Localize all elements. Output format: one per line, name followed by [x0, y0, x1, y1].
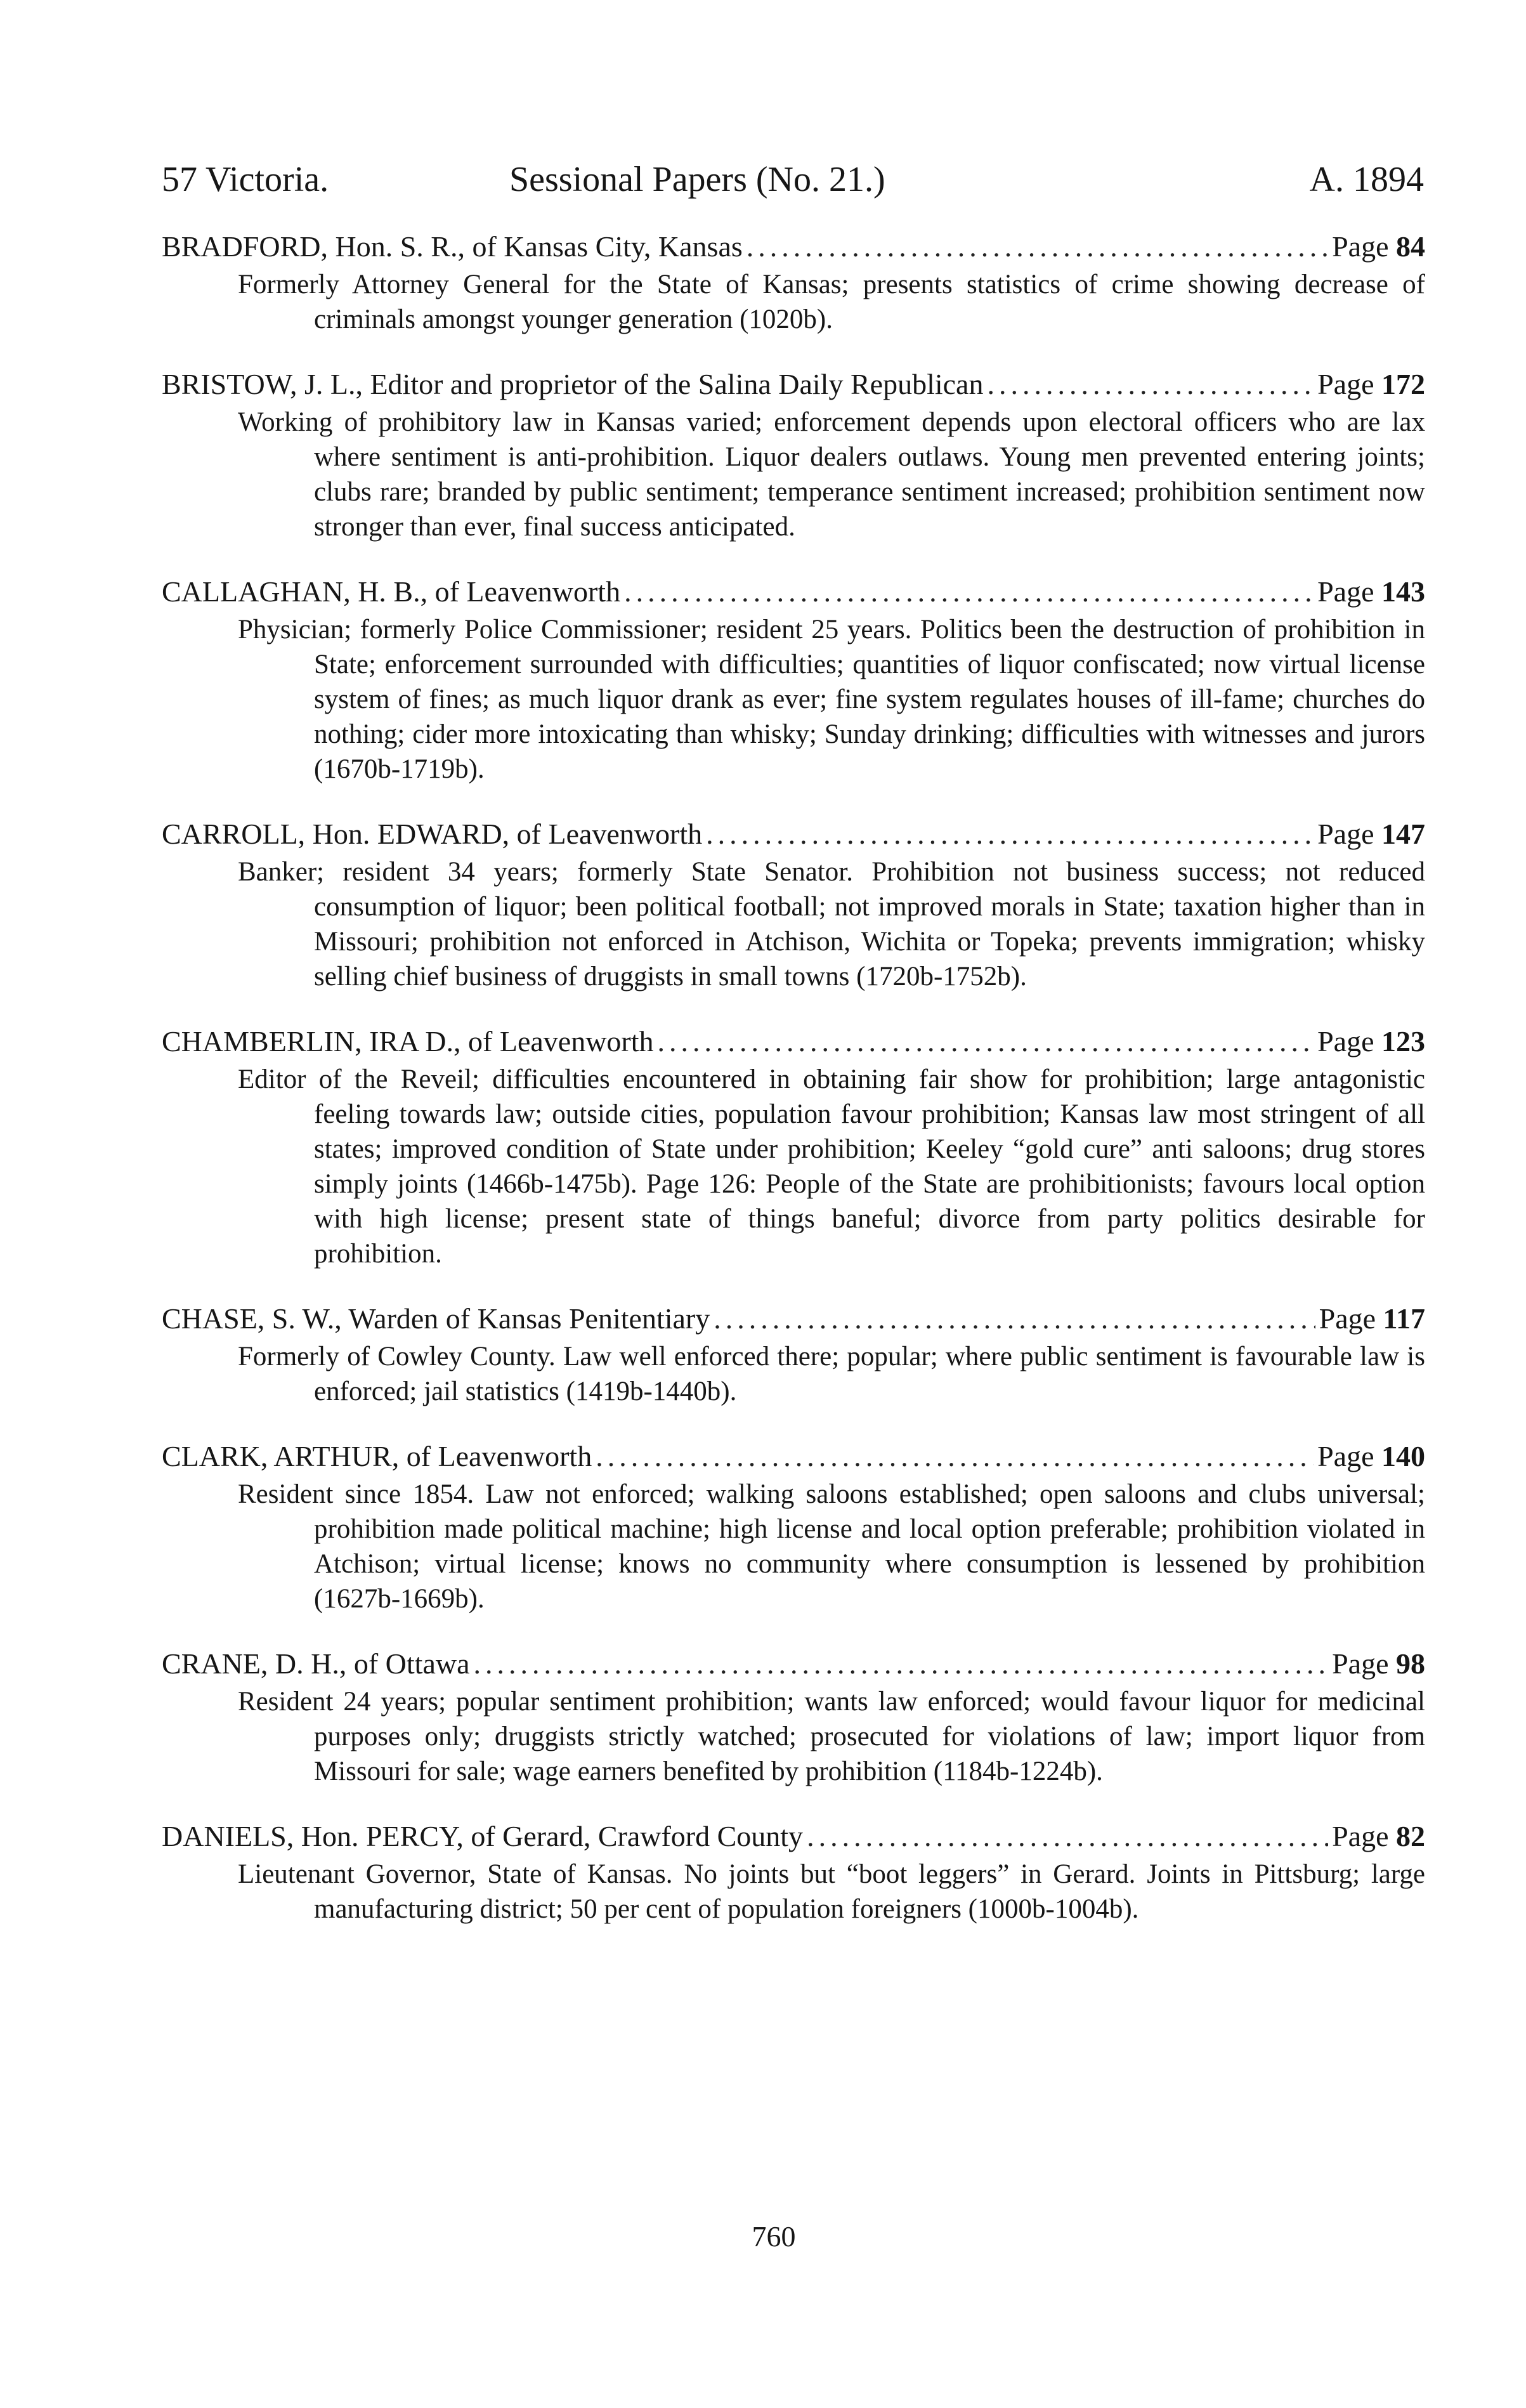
running-header [162, 154, 1424, 205]
page-number: 82 [1396, 1820, 1425, 1852]
page-label: Page [1317, 575, 1374, 608]
entry-heading [162, 1818, 1425, 1855]
leader-dots [987, 366, 1314, 403]
entry-description: Formerly Attorney General for the State of Kansas; presents statistics of crime showing decrease of criminals amongst younger generation (1020b). [238, 270, 1425, 334]
page-label: Page [1332, 1820, 1389, 1852]
leader-dots [706, 816, 1314, 853]
entry-description: Banker; resident 34 years; formerly State Senator. Prohibition not business success; not reduced consumption of liquor; been political football; not improved morals in State; taxation higher than in Missouri; prohibition not enforced in Atchison, Wichita or Topeka; prevents immigration; whisky selling chief business of druggists in small towns (1720b-1752b). [238, 857, 1425, 991]
index-entry [162, 1300, 1425, 1409]
page-number: 143 [1381, 575, 1425, 608]
page-reference [1332, 1646, 1425, 1682]
entry-heading [162, 573, 1425, 610]
index-entry [162, 1438, 1425, 1616]
leader-dots [658, 1023, 1314, 1060]
entry-name: CARROLL, Hon. EDWARD, of Leavenworth [162, 818, 703, 850]
header-year: A. 1894 [1309, 160, 1424, 199]
entry-description: Resident 24 years; popular sentiment prohibition; wants law enforced; would favour liquor for medicinal purposes only; druggists strictly watched; prosecuted for violations of law; import liquor from Missouri for sale; wage earners benefited by prohibition (1184b-1224b). [238, 1687, 1425, 1786]
page-reference [1332, 228, 1425, 265]
index-entry [162, 1646, 1425, 1789]
entry-name: CLARK, ARTHUR, of Leavenworth [162, 1440, 592, 1472]
entry-description: Resident since 1854. Law not enforced; walking saloons established; open saloons and clubs universal; prohibition made political machine; high license and local option preferable; prohibition violated in Atchison; virtual license; knows no community where consumption is lessened by prohibition (1627b-1669b). [238, 1479, 1425, 1614]
page-number: 84 [1396, 230, 1425, 263]
entry-description: Lieutenant Governor, State of Kansas. No joints but “boot leggers” in Gerard. Joints in Pittsburg; large manufacturing district; 50 per cent of population foreigners (1000b-1004b). [238, 1859, 1425, 1924]
index-entry [162, 366, 1425, 544]
page-folio: 760 [752, 2220, 796, 2253]
entry-heading [162, 816, 1425, 853]
entry-name: CHAMBERLIN, IRA D., of Leavenworth [162, 1025, 654, 1057]
page-reference [1317, 573, 1425, 610]
entry-heading [162, 1300, 1425, 1337]
page-label: Page [1317, 818, 1374, 850]
entry-name: CRANE, D. H., of Ottawa [162, 1647, 470, 1680]
page-label: Page [1332, 1647, 1389, 1680]
page-reference [1317, 1023, 1425, 1060]
index-entry [162, 573, 1425, 787]
leader-dots [596, 1438, 1314, 1475]
witness-index [162, 228, 1425, 1956]
leader-dots [474, 1646, 1329, 1682]
entry-description: Physician; formerly Police Commissioner; resident 25 years. Politics been the destruction of prohibition in State; enforcement surrounded with difficulties; quantities of liquor confiscated; now virtual license system of fines; as much liquor drank as ever; fine system regulates houses of ill-fame; churches do nothing; cider more intoxicating than whisky; Sunday drinking; difficulties with witnesses and jurors (1670b-1719b). [238, 615, 1425, 784]
entry-heading [162, 228, 1425, 265]
page-number: 140 [1381, 1440, 1425, 1472]
leader-dots [624, 573, 1314, 610]
entry-description: Editor of the Reveil; difficulties encountered in obtaining fair show for prohibition; large antagonistic feeling towards law; outside cities, population favour prohibition; Kansas law most stringent of all states; improved condition of State under prohibition; Keeley “gold cure” anti saloons; drug stores simply joints (1466b-1475b). Page 126: People of the State are prohibitionists; favours local option with high license; present state of things baneful; divorce from party politics desirable for prohibition. [238, 1064, 1425, 1269]
leader-dots [747, 228, 1328, 265]
entry-name: BRADFORD, Hon. S. R., of Kansas City, Kansas [162, 230, 743, 263]
entry-heading [162, 1438, 1425, 1475]
page-number: 123 [1381, 1025, 1425, 1057]
index-entry [162, 816, 1425, 994]
page-label: Page [1317, 1440, 1374, 1472]
page-label: Page [1317, 1025, 1374, 1057]
page-number: 172 [1381, 368, 1425, 400]
entry-name: CALLAGHAN, H. B., of Leavenworth [162, 575, 621, 608]
leader-dots [714, 1300, 1315, 1337]
leader-dots [807, 1818, 1328, 1855]
page-number: 98 [1396, 1647, 1425, 1680]
entry-heading [162, 1023, 1425, 1060]
entry-name: DANIELS, Hon. PERCY, of Gerard, Crawford County [162, 1820, 804, 1852]
entry-heading [162, 366, 1425, 403]
page-reference [1332, 1818, 1425, 1855]
page-reference [1317, 366, 1425, 403]
header-volume: 57 Victoria. [162, 160, 329, 199]
page-label: Page [1332, 230, 1389, 263]
page-number: 117 [1383, 1302, 1425, 1335]
page-number: 147 [1381, 818, 1425, 850]
index-entry [162, 1023, 1425, 1271]
header-title: Sessional Papers (No. 21.) [509, 160, 885, 199]
index-entry [162, 228, 1425, 337]
entry-name: CHASE, S. W., Warden of Kansas Penitentiary [162, 1302, 710, 1335]
page-reference [1317, 1438, 1425, 1475]
page-label: Page [1319, 1302, 1376, 1335]
entry-description: Formerly of Cowley County. Law well enforced there; popular; where public sentiment is favourable law is enforced; jail statistics (1419b-1440b). [238, 1342, 1425, 1406]
page-reference [1317, 816, 1425, 853]
page-label: Page [1317, 368, 1374, 400]
page-reference [1319, 1300, 1425, 1337]
index-entry [162, 1818, 1425, 1927]
entry-heading [162, 1646, 1425, 1682]
entry-description: Working of prohibitory law in Kansas varied; enforcement depends upon electoral officers who are lax where sentiment is anti-prohibition. Liquor dealers outlaws. Young men prevented entering joints; clubs rare; branded by public sentiment; temperance sentiment increased; prohibition sentiment now stronger than ever, final success anticipated. [238, 407, 1425, 542]
entry-name: BRISTOW, J. L., Editor and proprietor of the Salina Daily Republican [162, 368, 984, 400]
